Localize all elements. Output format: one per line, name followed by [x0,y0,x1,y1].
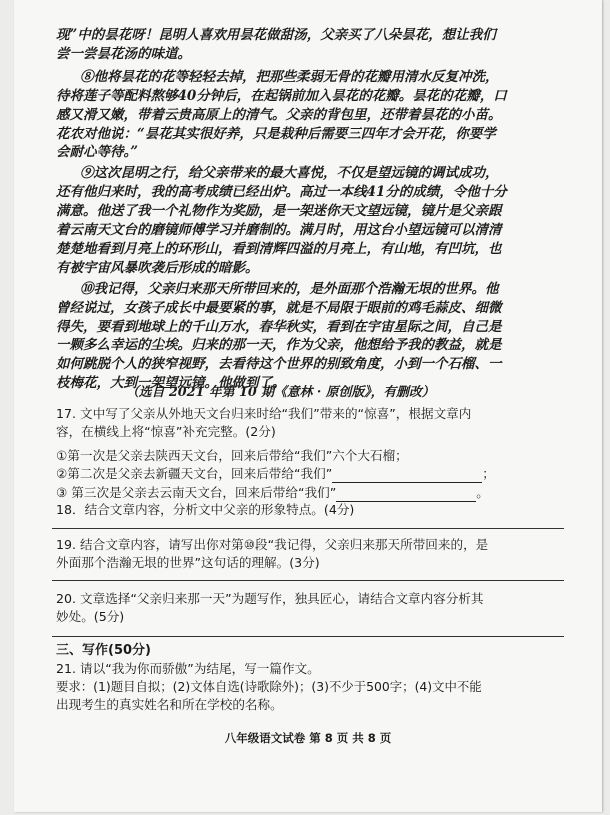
q17-stem-line-2: 容，在横线上将“惊喜”补充完整。(2分) [56,424,276,439]
passage-line: ⑧他将昙花的花等轻轻去掉，把那些柔弱无骨的花瓣用清水反复冲洗， [80,68,499,85]
q21-requirements-line-1: 要求：(1)题目自拟；(2)文体自选(诗歌除外)；(3)不少于500字；(4)文中不能 [56,679,482,694]
passage-line: 枝梅花，大到一架望远镜。他做到了。 [56,375,286,392]
passage-line: 曾经说过，女孩子成长中最要紧的事，就是不局限于眼前的鸡毛蒜皮、细微 [56,299,502,316]
q21-requirements-line-2: 出现考生的真实姓名和所在学校的名称。 [56,697,283,712]
page-footer: 八年级语文试卷 第 8 页 共 8 页 [224,731,392,745]
passage-line: 得失，要看到地球上的千山万水，春华秋实，看到在宇宙星际之间，自己是 [56,318,502,335]
q18-stem: 18．结合文章内容，分析文中父亲的形象特点。(4分) [56,502,355,517]
q21-stem: 21. 请以“我为你而骄傲”为结尾，写一篇作文。 [56,661,320,676]
exam-page [14,0,602,812]
section-3-title: 三、写作(50分) [56,643,151,658]
passage-line: 花农对他说：“昙花其实很好养，只是栽种后需要三四年才会开花，你要学 [56,125,496,142]
q17-item-3-text: ③ 第三次是父亲去云南天文台，回来后带给“我们” [56,485,337,500]
passage-line: 感又滑又嫩，带着云贵高原上的清气。父亲的背包里，还带着昙花的小苗。 [56,106,502,123]
q17-stem-line-1: 17. 文中写了父亲从外地天文台归来时给“我们”带来的“惊喜”，根据文章内 [56,406,472,421]
q20-answer-line[interactable] [52,636,564,637]
passage-line: 满意。他送了我一个礼物作为奖励，是一架迷你天文望远镜，镜片是父亲跟 [56,203,502,220]
q17-answer-blank-3[interactable] [336,487,476,502]
passage-line: ⑩我记得，父亲归来那天所带回来的，是外面那个浩瀚无垠的世界。他 [80,280,499,297]
q19-answer-line[interactable] [52,580,564,581]
passage-line: 会耐心等待。” [56,144,139,161]
q19-stem-line-2: 外面那个浩瀚无垠的世界”这句话的理解。(3分) [56,555,320,570]
q17-item-2-text: ②第二次是父亲去新疆天文台，回来后带给“我们” [56,466,333,481]
passage-line: ⑨这次昆明之行，给父亲带来的最大喜悦，不仅是望远镜的调试成功， [80,165,499,182]
q17-item-3-end: 。 [476,485,489,500]
q17-item-3 [56,484,489,502]
q20-stem-line-2: 妙处。(5分) [56,609,125,624]
passage-line: 还有他归来时，我的高考成绩已经出炉。高过一本线41分的成绩，令他十分 [56,184,507,201]
passage-line: 如何跳脱个人的狭窄视野，去看待这个世界的别致角度，小到一个石榴、一 [56,356,502,373]
q17-item-2 [56,465,495,483]
passage-line: 待将莲子等配料熬够40分钟后，在起锅前加入昙花的花瓣。昙花的花瓣，口 [56,87,507,104]
q17-item-1: ①第一次是父亲去陕西天文台，回来后带给“我们”六个大石榴； [56,448,408,463]
passage-line: 一颗多么幸运的尘埃。归来的那一天，作为父亲，他想给予我的教益，就是 [56,337,502,354]
source-citation: （选自 2021 年第 10 期《意林 · 原创版》，有删改） [126,385,435,400]
passage-line: 楚楚地看到月亮上的环形山，看到清辉四溢的月亮上，有山地，有凹坑，也 [56,240,502,257]
passage-line: 现”中的昙花呀！昆明人喜欢用昙花做甜汤，父亲买了八朵昙花，想让我们 [56,27,496,43]
q19-stem-line-1: 19. 结合文章内容，请写出你对第⑩段“我记得，父亲归来那天所带回来的，是 [56,537,489,552]
q18-answer-line[interactable] [52,528,564,529]
q20-stem-line-1: 20. 文章选择“父亲归来那一天”为题写作，独具匠心，请结合文章内容分析其 [56,591,484,606]
q17-item-2-end: ； [482,466,495,481]
passage-line: 着云南天文台的磨镜师傅学习并磨制的。满月时，用这台小望远镜可以清清 [56,222,502,238]
passage-line: 有被宇宙风暴吹袭后形成的暗影。 [56,259,259,276]
passage-line: 尝一尝昙花汤的味道。 [56,45,191,62]
q17-answer-blank-2[interactable] [332,468,482,483]
